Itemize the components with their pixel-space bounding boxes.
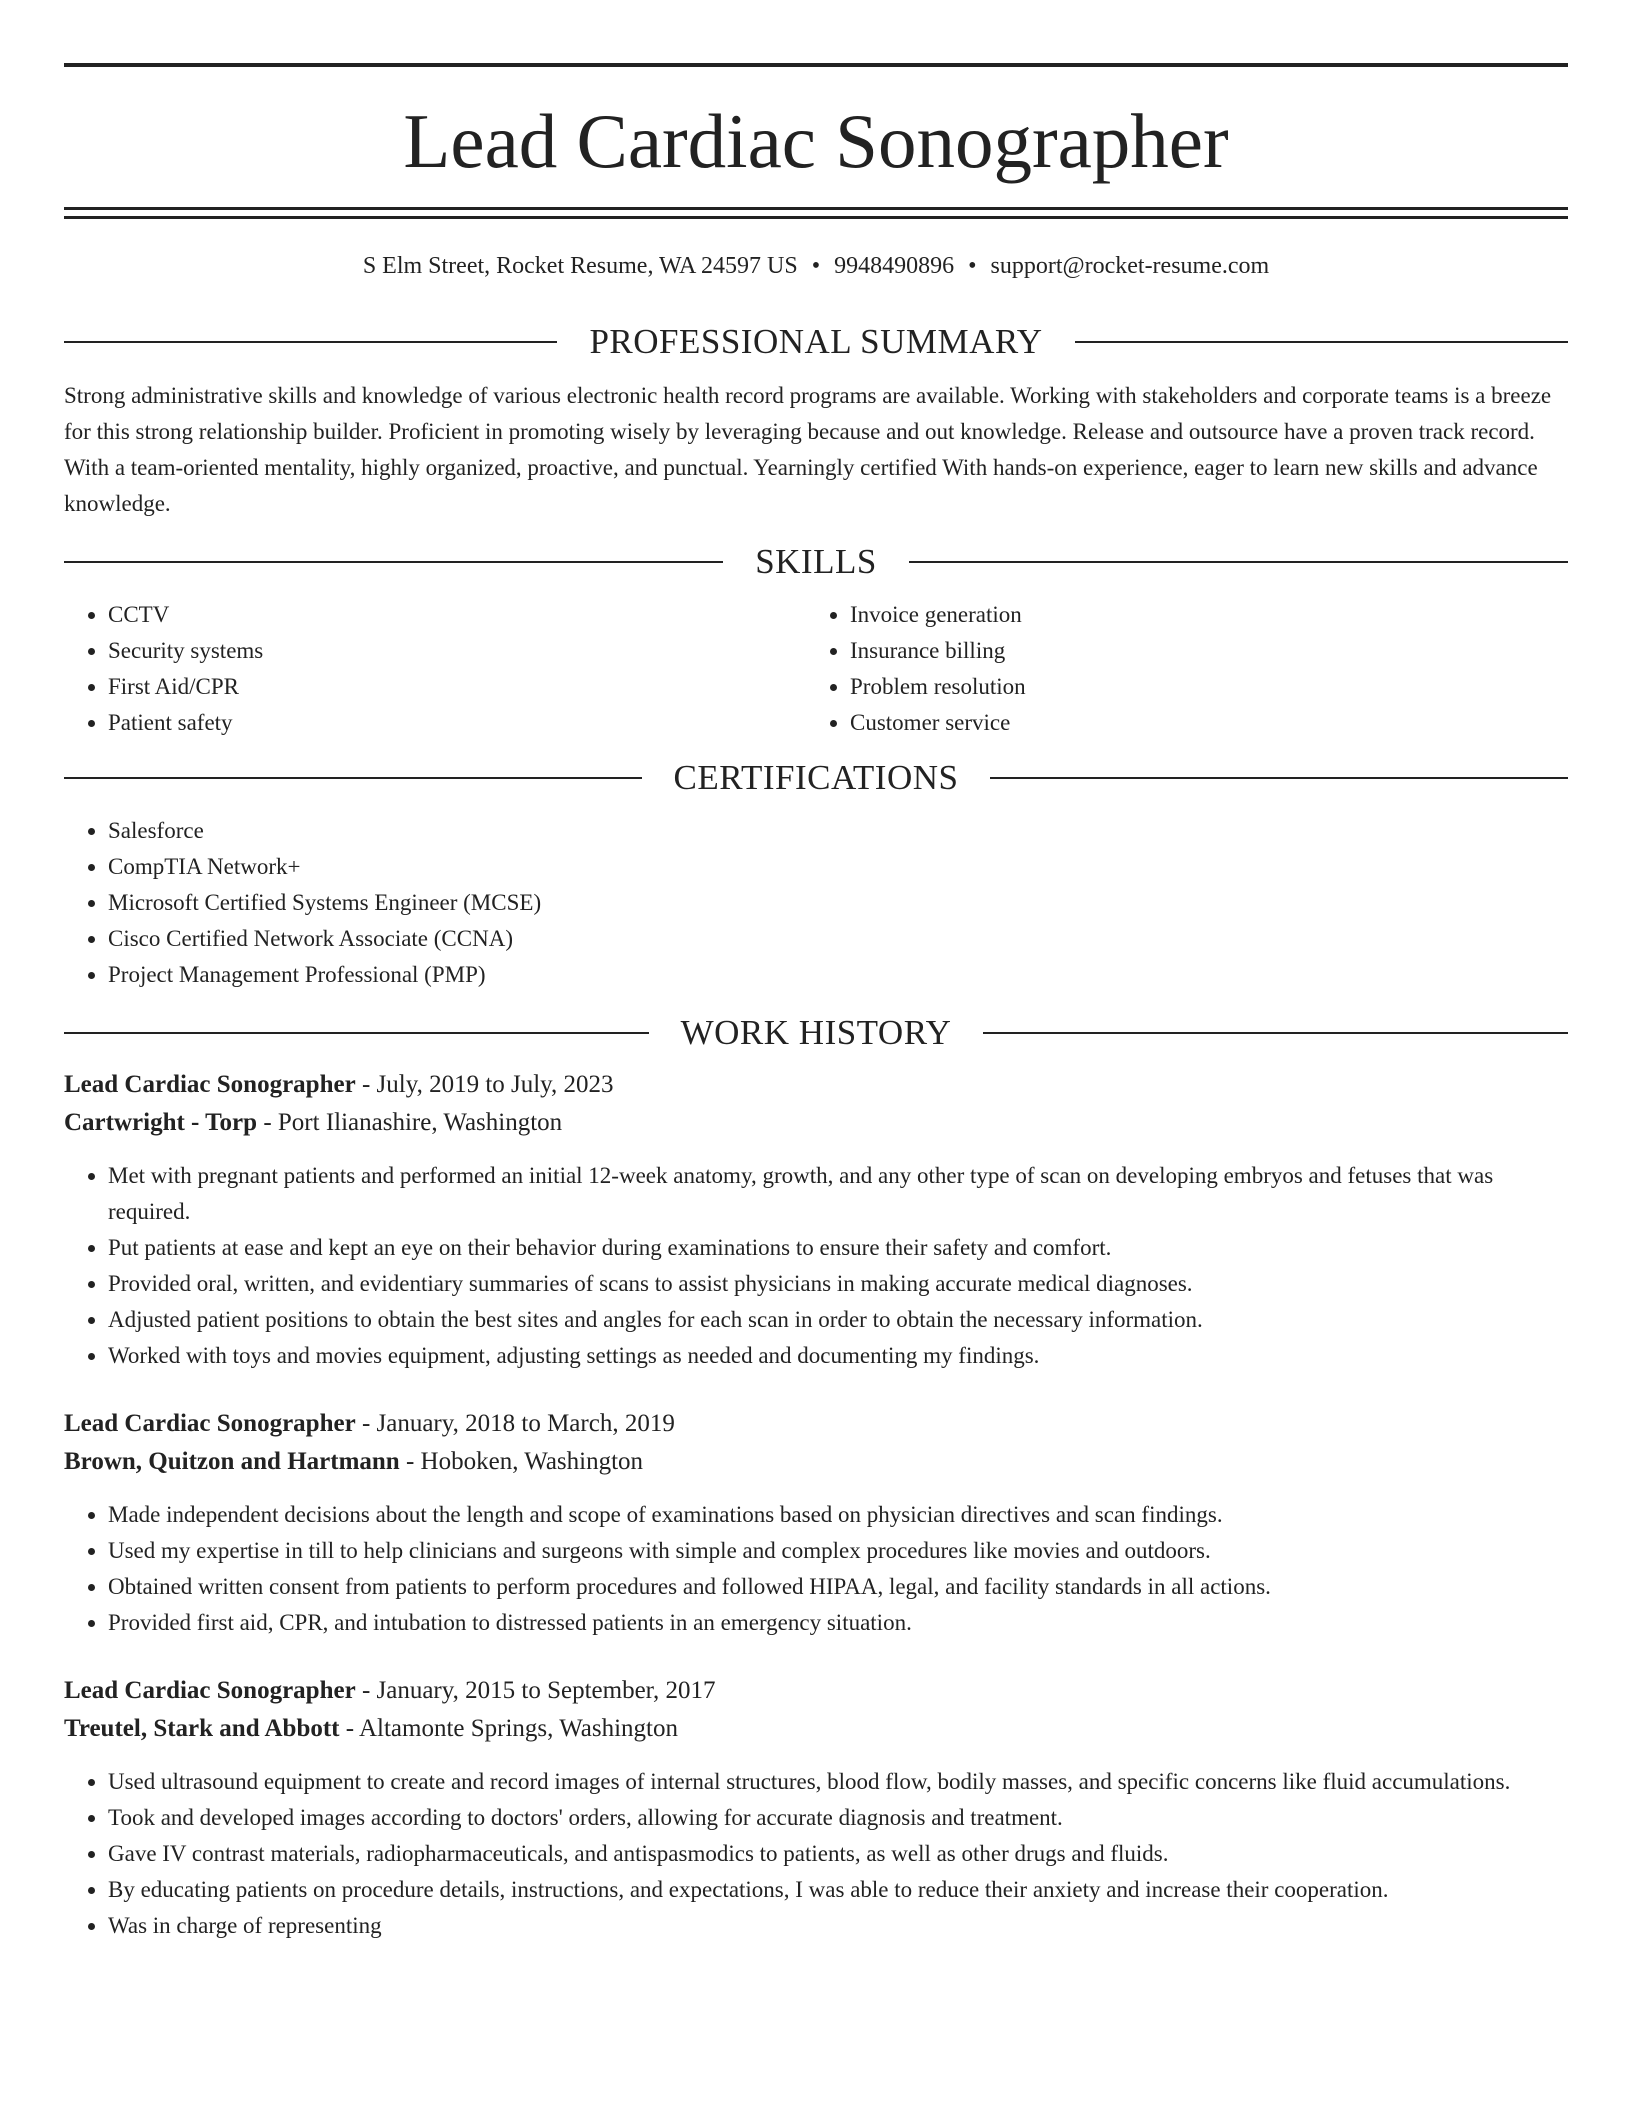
heading-rule — [983, 1032, 1568, 1034]
contact-phone: 9948490896 — [834, 253, 955, 279]
contact-email[interactable]: support@rocket-resume.com — [990, 253, 1270, 279]
skills-right-column — [806, 597, 1548, 741]
list-item: • Microsoft Certified Systems Engineer (MCSE) — [108, 885, 1568, 921]
job-company: Cartwright - Torp — [64, 1109, 258, 1136]
list-item: • First Aid/CPR — [108, 669, 806, 705]
contact-separator: • — [811, 253, 821, 279]
list-item: • Obtained written consent from patients to perform procedures and followed HIPAA, legal, and facility standards in all actions. — [108, 1569, 1568, 1605]
list-item: • Put patients at ease and kept an eye on their behavior during examinations to ensure their safety and comfort. — [108, 1230, 1568, 1266]
certifications-list — [64, 813, 1568, 993]
list-item: • Was in charge of representing — [108, 1908, 1568, 1944]
job-entry — [64, 1405, 1568, 1641]
contact-separator: • — [968, 253, 977, 279]
list-item: • Patient safety — [108, 705, 806, 741]
list-item: • Insurance billing — [850, 633, 1548, 669]
section-heading-summary — [64, 322, 1568, 362]
list-item: • Provided oral, written, and evidentiary summaries of scans to assist physicians in making accurate medical diagnoses. — [108, 1266, 1568, 1302]
list-item: • Gave IV contrast materials, radiopharmaceuticals, and antispasmodics to patients, as well as other drugs and fluids. — [108, 1836, 1568, 1872]
section-title: WORK HISTORY — [680, 1013, 952, 1052]
section-title: SKILLS — [755, 542, 877, 581]
heading-rule — [990, 777, 1568, 779]
list-item: • Used my expertise in till to help clinicians and surgeons with simple and complex procedures like movies and outdoors. — [108, 1533, 1568, 1569]
contact-line — [64, 253, 1568, 283]
job-location: - Altamonte Springs, Washington — [339, 1715, 679, 1742]
job-entry — [64, 1672, 1568, 1944]
contact-address: S Elm Street, Rocket Resume, WA 24597 US — [362, 253, 798, 279]
job-title-line — [64, 1672, 1568, 1710]
top-rule — [64, 63, 1568, 67]
list-item: • Salesforce — [108, 813, 1568, 849]
job-company: Brown, Quitzon and Hartmann — [64, 1448, 400, 1475]
list-item: • By educating patients on procedure details, instructions, and expectations, I was able to reduce their anxiety and increase their cooperation. — [108, 1872, 1568, 1908]
job-company: Treutel, Stark and Abbott — [64, 1715, 340, 1742]
heading-rule — [64, 1032, 649, 1034]
skills-list-right — [806, 597, 1548, 741]
list-item: • Met with pregnant patients and performed an initial 12-week anatomy, growth, and any other type of scan on developing embryos and fetuses that was required. — [108, 1158, 1568, 1230]
list-item: • Problem resolution — [850, 669, 1548, 705]
list-item: • Cisco Certified Network Associate (CCNA) — [108, 921, 1568, 957]
heading-rule — [64, 341, 557, 343]
list-item: • CCTV — [108, 597, 806, 633]
job-title-line — [64, 1405, 1568, 1443]
list-item: • Worked with toys and movies equipment, adjusting settings as needed and documenting my findings. — [108, 1338, 1568, 1374]
job-bullets — [64, 1497, 1568, 1641]
job-location: - Port Ilianashire, Washington — [257, 1109, 563, 1136]
list-item: • CompTIA Network+ — [108, 849, 1568, 885]
heading-rule — [64, 561, 723, 563]
skills-list-left — [64, 597, 806, 741]
section-title: PROFESSIONAL SUMMARY — [589, 322, 1043, 361]
job-bullets — [64, 1158, 1568, 1374]
section-title: CERTIFICATIONS — [673, 758, 959, 797]
job-company-line — [64, 1104, 1568, 1142]
skills-left-column — [64, 597, 806, 741]
list-item: • Security systems — [108, 633, 806, 669]
section-heading-certifications — [64, 758, 1568, 798]
list-item: • Provided first aid, CPR, and intubation to distressed patients in an emergency situation. — [108, 1605, 1568, 1641]
section-heading-skills — [64, 542, 1568, 582]
heading-rule — [1075, 341, 1568, 343]
list-item: • Adjusted patient positions to obtain the best sites and angles for each scan in order to obtain the necessary information. — [108, 1302, 1568, 1338]
job-dates: - January, 2015 to September, 2017 — [355, 1677, 716, 1704]
section-heading-work-history — [64, 1013, 1568, 1053]
resume-page — [64, 0, 1568, 1944]
job-bullets — [64, 1764, 1568, 1944]
skills-columns — [64, 597, 1568, 741]
resume-title: Lead Cardiac Sonographer — [403, 98, 1229, 184]
list-item: • Made independent decisions about the length and scope of examinations based on physician directives and scan findings. — [108, 1497, 1568, 1533]
job-dates: - July, 2019 to July, 2023 — [355, 1071, 614, 1098]
job-company-line — [64, 1710, 1568, 1748]
list-item: • Used ultrasound equipment to create and record images of internal structures, blood flow, bodily masses, and specific concerns like fluid accumulations. — [108, 1764, 1568, 1800]
job-title: Lead Cardiac Sonographer — [64, 1677, 356, 1704]
list-item: • Customer service — [850, 705, 1548, 741]
job-company-line — [64, 1443, 1568, 1481]
title-double-rule — [64, 207, 1568, 219]
job-entry — [64, 1066, 1568, 1374]
job-dates: - January, 2018 to March, 2019 — [355, 1410, 675, 1437]
list-item: • Took and developed images according to doctors' orders, allowing for accurate diagnosis and treatment. — [108, 1800, 1568, 1836]
job-title: Lead Cardiac Sonographer — [64, 1410, 356, 1437]
job-title: Lead Cardiac Sonographer — [64, 1071, 356, 1098]
job-location: - Hoboken, Washington — [399, 1448, 644, 1475]
list-item: • Invoice generation — [850, 597, 1548, 633]
list-item: • Project Management Professional (PMP) — [108, 957, 1568, 993]
summary-text: Strong administrative skills and knowledge of various electronic health record programs are available. Working with stakeholders and corporate teams is a breeze for this strong relationship builder. Proficient in promoting wisely by leveraging because and out knowledge. Release and outsource have a proven track record. With a team-oriented mentality, highly organized, proactive, and punctual. Yearningly certified With hands-on experience, eager to learn new skills and advance knowledge. — [64, 383, 1552, 516]
job-title-line — [64, 1066, 1568, 1104]
heading-rule — [64, 777, 642, 779]
heading-rule — [909, 561, 1568, 563]
